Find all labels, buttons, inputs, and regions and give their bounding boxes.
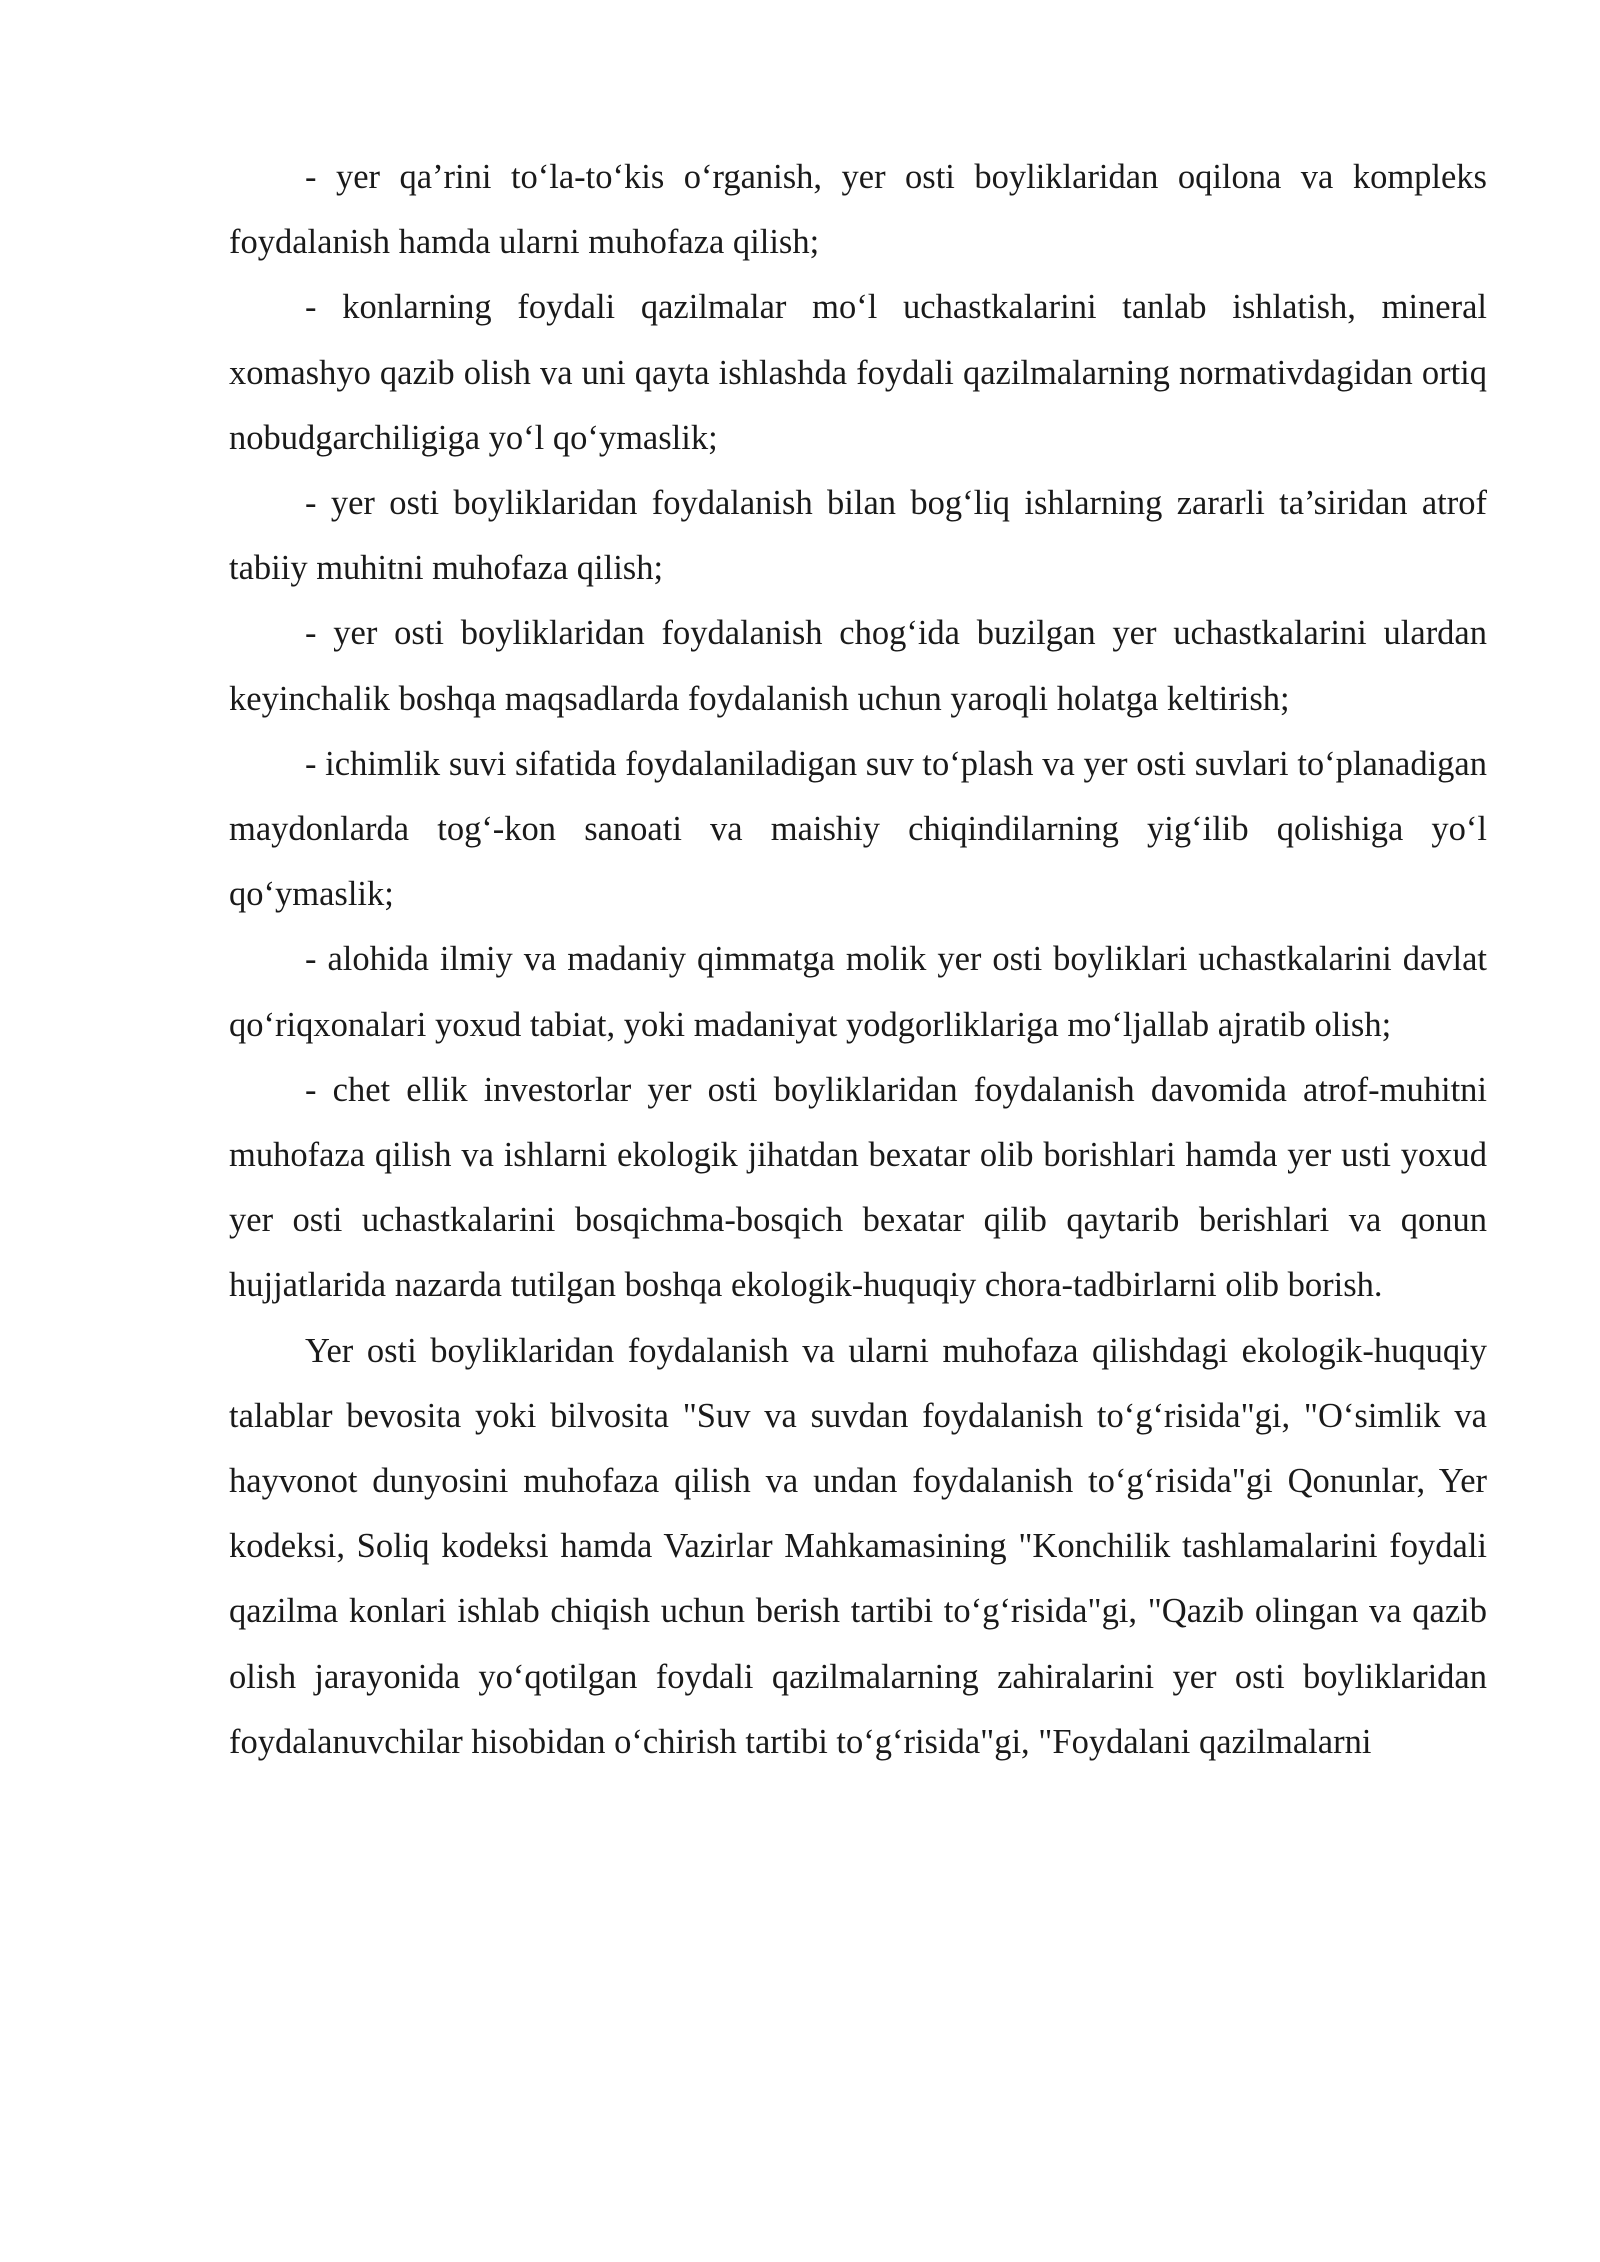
paragraph-bullet-environment-protection: - yer osti boyliklaridan foydalanish bilan bog‘liq ishlarning zararli ta’siridan atrof tabiiy muhitni muhofaza qilish; <box>229 484 1487 588</box>
paragraph-bullet-subsoil-study: - yer qa’rini to‘la-to‘kis o‘rganish, yer osti boyliklaridan oqilona va kompleks foydalanish hamda ularni muhofaza qilish; <box>229 158 1487 262</box>
paragraph-bullet-reserved-areas: - alohida ilmiy va madaniy qimmatga molik yer osti boyliklari uchastkalarini davlat qo‘riqxonalari yoxud tabiat, yoki madaniyat yodgorliklariga mo‘ljallab ajratib olish; <box>229 940 1487 1044</box>
paragraph-bullet-water-protection: - ichimlik suvi sifatida foydalaniladigan suv to‘plash va yer osti suvlari to‘planadigan maydonlarda tog‘-kon sanoati va maishiy chiqindilarning yig‘ilib qolishiga yo‘l qo‘ymaslik; <box>229 744 1487 914</box>
paragraph-bullet-land-restoration: - yer osti boyliklaridan foydalanish chog‘ida buzilgan yer uchastkalarini ulardan keyinchalik boshqa maqsadlarda foydalanish uchun yaroqli holatga keltirish; <box>229 614 1487 718</box>
paragraph-bullet-foreign-investors: - chet ellik investorlar yer osti boyliklaridan foydalanish davomida atrof-muhitni muhofaza qilish va ishlarni ekologik jihatdan bexatar olib borishlari hamda yer usti yoxud yer osti uchastkalarini bosqichma-bosqich bexatar qilib qaytarib berishlari va qonun hujjatlarida nazarda tutilgan boshqa ekologik-huquqiy chora-tadbirlarni olib borish. <box>229 1070 1487 1305</box>
paragraph-legal-requirements: Yer osti boyliklaridan foydalanish va ularni muhofaza qilishdagi ekologik-huquqiy talablar bevosita yoki bilvosita "Suv va suvdan foydalanish to‘g‘risida"gi, "O‘simlik va hayvonot dunyosini muhofaza qilish va undan foydalanish to‘g‘risida"gi Qonunlar, Yer kodeksi, Soliq kodeksi hamda Vazirlar Mahkamasining "Konchilik tashlamalarini foydali qazilma konlari ishlab chiqish uchun berish tartibi to‘g‘risida"gi, "Qazib olingan va qazib olish jarayonida yo‘qotilgan foydali qazilmalarning zahiralarini yer osti boyliklaridan foydalanuvchilar hisobidan o‘chirish tartibi to‘g‘risida"gi, "Foydalani qazilmalarni <box>229 1331 1487 1761</box>
paragraph-bullet-selective-mining: - konlarning foydali qazilmalar mo‘l uchastkalarini tanlab ishlatish, mineral xomashyo qazib olish va uni qayta ishlashda foydali qazilmalarning normativdagidan ortiq nobudgarchiligiga yo‘l qo‘ymaslik; <box>229 288 1487 457</box>
document-body <box>229 145 1487 1775</box>
